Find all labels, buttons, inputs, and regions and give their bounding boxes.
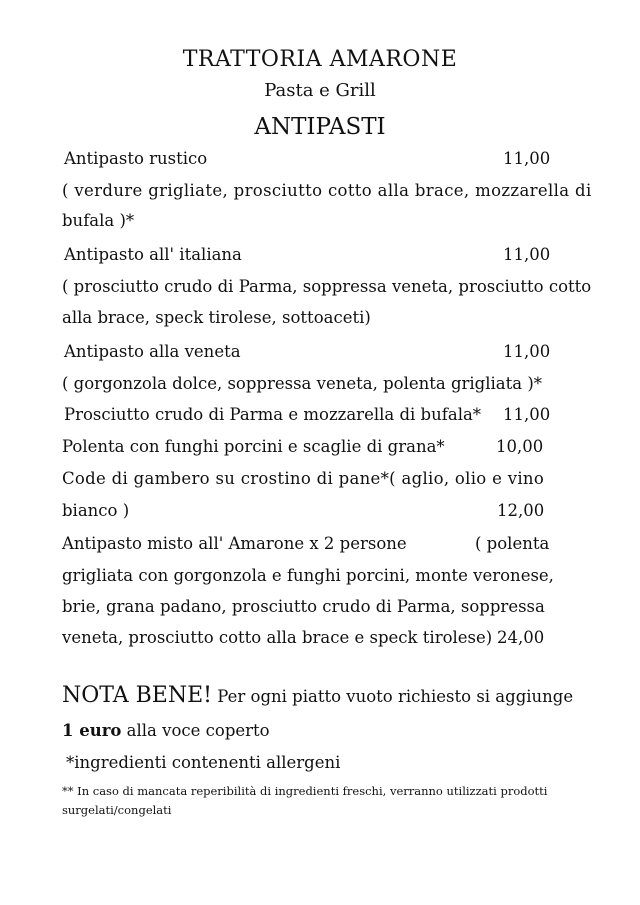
menu-item-name: Polenta con funghi porcini e scaglie di grana* bbox=[62, 437, 445, 456]
menu-item-price: 10,00 bbox=[496, 437, 544, 456]
menu-item-name: Antipasto rustico bbox=[64, 149, 208, 168]
menu-item-description: ( gorgonzola dolce, soppressa veneta, polenta grigliata )* bbox=[62, 374, 543, 393]
menu-item-description: ( prosciutto crudo di Parma, soppressa veneta, prosciutto cotto bbox=[62, 277, 592, 296]
menu-item-description: bufala )* bbox=[62, 211, 135, 230]
nota-bene-title: NOTA BENE! bbox=[62, 683, 213, 708]
menu-item-description: bianco ) bbox=[62, 501, 130, 520]
menu-item-description: ( verdure grigliate, prosciutto cotto alla brace, mozzarella di bbox=[62, 181, 592, 200]
menu-item-description: alla brace, speck tirolese, sottoaceti) bbox=[62, 308, 371, 327]
menu-item-name: Code di gambero su crostino di pane*( aglio, olio e vino bbox=[62, 469, 545, 488]
menu-item-price: 11,00 bbox=[503, 245, 551, 264]
allergen-note: *ingredienti contenenti allergeni bbox=[66, 753, 341, 772]
restaurant-name: TRATTORIA AMARONE bbox=[182, 47, 458, 72]
coperto-text: alla voce coperto bbox=[121, 721, 270, 740]
menu-item-price: 12,00 bbox=[497, 501, 545, 520]
menu-item-description: ( polenta bbox=[475, 534, 550, 553]
menu-item-price: 24,00 bbox=[497, 628, 545, 647]
nota-bene bbox=[62, 683, 573, 708]
restaurant-subtitle: Pasta e Grill bbox=[264, 80, 376, 101]
frozen-note: surgelati/congelati bbox=[62, 803, 172, 817]
menu-item-price: 11,00 bbox=[503, 405, 551, 424]
frozen-note: ** In caso di mancata reperibilità di ingredienti freschi, verranno utilizzati prodotti bbox=[62, 784, 548, 798]
coperto-amount: 1 euro bbox=[62, 721, 122, 740]
coperto-note bbox=[62, 720, 270, 742]
menu-item-name: Prosciutto crudo di Parma e mozzarella di bufala* bbox=[64, 405, 482, 424]
menu-item-description: grigliata con gorgonzola e funghi porcini, monte veronese, bbox=[62, 566, 554, 585]
menu-item-name: Antipasto misto all' Amarone x 2 persone bbox=[62, 534, 407, 553]
menu-item-price: 11,00 bbox=[503, 342, 551, 361]
nota-bene-text: Per ogni piatto vuoto richiesto si aggiunge bbox=[212, 687, 574, 706]
menu-item-description: brie, grana padano, prosciutto crudo di Parma, soppressa bbox=[62, 597, 545, 616]
menu-item-description: veneta, prosciutto cotto alla brace e speck tirolese) bbox=[62, 628, 493, 647]
menu-item-name: Antipasto alla veneta bbox=[64, 342, 241, 361]
menu-item-price: 11,00 bbox=[503, 149, 551, 168]
menu-item-name: Antipasto all' italiana bbox=[64, 245, 242, 264]
section-title: ANTIPASTI bbox=[254, 114, 386, 140]
